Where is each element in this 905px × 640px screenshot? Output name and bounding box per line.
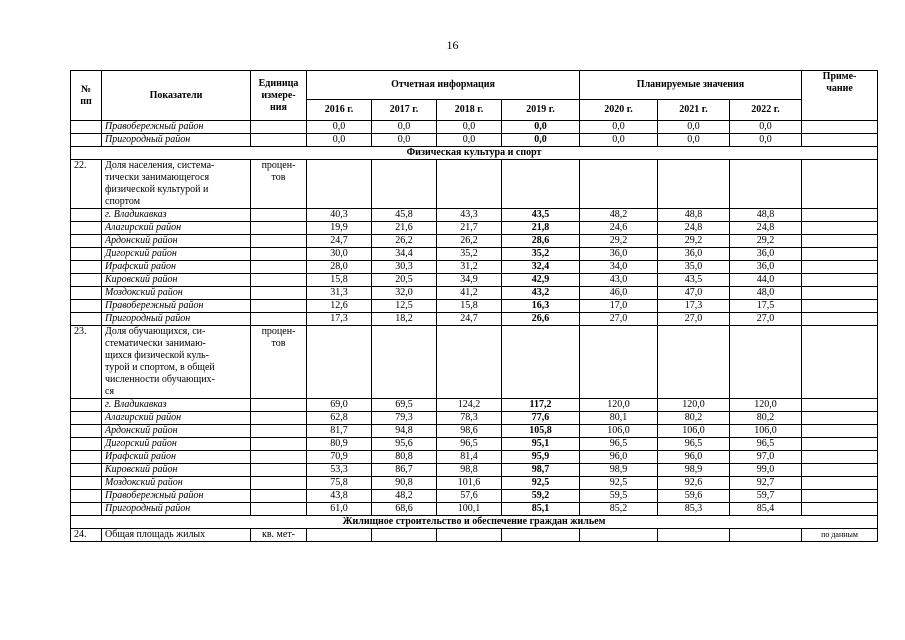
- unit-cell: [251, 222, 307, 235]
- note-cell: [802, 287, 878, 300]
- value-cell: [437, 529, 502, 542]
- note-cell: [802, 134, 878, 147]
- district-name: Пригородный район: [102, 313, 251, 326]
- value-cell: 45,8: [372, 209, 437, 222]
- district-name: г. Владикавказ: [102, 209, 251, 222]
- value-cell: [730, 326, 802, 399]
- section-row: [71, 516, 878, 529]
- district-row: [71, 503, 878, 516]
- district-row: [71, 209, 878, 222]
- value-cell: [658, 160, 730, 209]
- value-cell: 80,2: [730, 412, 802, 425]
- table-body: [71, 121, 878, 542]
- value-cell: 35,0: [658, 261, 730, 274]
- value-cell: 26,6: [502, 313, 580, 326]
- district-name: Моздокский район: [102, 287, 251, 300]
- district-row: [71, 248, 878, 261]
- value-cell: 69,0: [307, 399, 372, 412]
- value-cell: 34,4: [372, 248, 437, 261]
- note-cell: [802, 160, 878, 209]
- value-cell: 20,5: [372, 274, 437, 287]
- note-cell: [802, 300, 878, 313]
- value-cell: 81,4: [437, 451, 502, 464]
- note-cell: [802, 438, 878, 451]
- value-cell: 28,0: [307, 261, 372, 274]
- value-cell: 17,5: [730, 300, 802, 313]
- value-cell: 68,6: [372, 503, 437, 516]
- row-number-cell: [71, 399, 102, 412]
- header-no: № пп: [71, 71, 102, 121]
- district-name: Алагирский район: [102, 222, 251, 235]
- unit-cell: [251, 438, 307, 451]
- value-cell: 48,2: [372, 490, 437, 503]
- value-cell: [372, 529, 437, 542]
- indicator-name: Доля населения, система- тически занимающегося физической культурой и спортом: [102, 160, 251, 209]
- indicator-number: 24.: [71, 529, 102, 542]
- value-cell: 36,0: [658, 248, 730, 261]
- row-number-cell: [71, 464, 102, 477]
- year-header: 2016 г.: [307, 100, 372, 121]
- district-row: [71, 425, 878, 438]
- note-cell: [802, 464, 878, 477]
- value-cell: [658, 529, 730, 542]
- value-cell: 59,2: [502, 490, 580, 503]
- note-cell: [802, 209, 878, 222]
- district-row: [71, 451, 878, 464]
- district-row: [71, 134, 878, 147]
- value-cell: 31,3: [307, 287, 372, 300]
- value-cell: 100,1: [437, 503, 502, 516]
- value-cell: 41,2: [437, 287, 502, 300]
- year-header: 2022 г.: [730, 100, 802, 121]
- row-number-cell: [71, 274, 102, 287]
- indicator-row: [71, 326, 878, 399]
- value-cell: 21,7: [437, 222, 502, 235]
- value-cell: 15,8: [307, 274, 372, 287]
- value-cell: 80,8: [372, 451, 437, 464]
- value-cell: 27,0: [580, 313, 658, 326]
- unit-cell: [251, 300, 307, 313]
- value-cell: 24,7: [307, 235, 372, 248]
- value-cell: 120,0: [658, 399, 730, 412]
- value-cell: 34,9: [437, 274, 502, 287]
- value-cell: 85,4: [730, 503, 802, 516]
- note-cell: [802, 425, 878, 438]
- district-row: [71, 412, 878, 425]
- value-cell: 80,1: [580, 412, 658, 425]
- value-cell: 36,0: [730, 248, 802, 261]
- value-cell: 0,0: [658, 134, 730, 147]
- value-cell: 48,0: [730, 287, 802, 300]
- value-cell: 17,3: [658, 300, 730, 313]
- unit-cell: [251, 503, 307, 516]
- district-name: Дигорский район: [102, 438, 251, 451]
- header-indicator: Показатели: [102, 71, 251, 121]
- value-cell: [437, 160, 502, 209]
- value-cell: 43,0: [580, 274, 658, 287]
- note-cell: [802, 477, 878, 490]
- value-cell: 61,0: [307, 503, 372, 516]
- value-cell: 0,0: [580, 134, 658, 147]
- value-cell: 12,5: [372, 300, 437, 313]
- note-cell: [802, 399, 878, 412]
- value-cell: 29,2: [658, 235, 730, 248]
- indicators-table: [70, 70, 878, 542]
- value-cell: 59,7: [730, 490, 802, 503]
- value-cell: 53,3: [307, 464, 372, 477]
- value-cell: 40,3: [307, 209, 372, 222]
- value-cell: 17,0: [580, 300, 658, 313]
- value-cell: 98,6: [437, 425, 502, 438]
- value-cell: 12,6: [307, 300, 372, 313]
- row-number-cell: [71, 261, 102, 274]
- value-cell: 18,2: [372, 313, 437, 326]
- value-cell: 106,0: [580, 425, 658, 438]
- value-cell: 78,3: [437, 412, 502, 425]
- value-cell: 43,3: [437, 209, 502, 222]
- note-cell: [802, 503, 878, 516]
- value-cell: [580, 529, 658, 542]
- header-row-1: [71, 71, 878, 100]
- indicator-row: [71, 160, 878, 209]
- district-name: Правобережный район: [102, 490, 251, 503]
- value-cell: 98,8: [437, 464, 502, 477]
- unit-cell: [251, 209, 307, 222]
- value-cell: 35,2: [437, 248, 502, 261]
- value-cell: 106,0: [730, 425, 802, 438]
- value-cell: 43,8: [307, 490, 372, 503]
- value-cell: [437, 326, 502, 399]
- indicator-unit: кв. мет-: [251, 529, 307, 542]
- row-number-cell: [71, 121, 102, 134]
- unit-cell: [251, 274, 307, 287]
- unit-cell: [251, 261, 307, 274]
- value-cell: 21,6: [372, 222, 437, 235]
- value-cell: 75,8: [307, 477, 372, 490]
- value-cell: [580, 326, 658, 399]
- indicator-unit: процен- тов: [251, 326, 307, 399]
- value-cell: [372, 326, 437, 399]
- unit-cell: [251, 235, 307, 248]
- value-cell: 0,0: [307, 134, 372, 147]
- district-name: Пригородный район: [102, 134, 251, 147]
- value-cell: 96,5: [580, 438, 658, 451]
- value-cell: [730, 529, 802, 542]
- value-cell: 80,9: [307, 438, 372, 451]
- unit-cell: [251, 134, 307, 147]
- unit-cell: [251, 490, 307, 503]
- note-cell: [802, 222, 878, 235]
- unit-cell: [251, 464, 307, 477]
- unit-cell: [251, 121, 307, 134]
- district-row: [71, 235, 878, 248]
- value-cell: 32,0: [372, 287, 437, 300]
- value-cell: 0,0: [372, 134, 437, 147]
- value-cell: 92,5: [580, 477, 658, 490]
- value-cell: 36,0: [730, 261, 802, 274]
- value-cell: 124,2: [437, 399, 502, 412]
- district-name: Ардонский район: [102, 425, 251, 438]
- indicator-name: Общая площадь жилых: [102, 529, 251, 542]
- district-row: [71, 477, 878, 490]
- row-number-cell: [71, 134, 102, 147]
- value-cell: 95,6: [372, 438, 437, 451]
- value-cell: 95,1: [502, 438, 580, 451]
- value-cell: 120,0: [730, 399, 802, 412]
- value-cell: 120,0: [580, 399, 658, 412]
- district-name: Дигорский район: [102, 248, 251, 261]
- value-cell: 94,8: [372, 425, 437, 438]
- value-cell: 117,2: [502, 399, 580, 412]
- value-cell: 92,5: [502, 477, 580, 490]
- year-header: 2017 г.: [372, 100, 437, 121]
- district-name: Моздокский район: [102, 477, 251, 490]
- row-number-cell: [71, 438, 102, 451]
- row-number-cell: [71, 412, 102, 425]
- year-header: 2021 г.: [658, 100, 730, 121]
- district-row: [71, 438, 878, 451]
- value-cell: [658, 326, 730, 399]
- value-cell: 0,0: [502, 121, 580, 134]
- header-planned: Планируемые значения: [580, 71, 802, 100]
- value-cell: 0,0: [658, 121, 730, 134]
- value-cell: 36,0: [580, 248, 658, 261]
- value-cell: 27,0: [658, 313, 730, 326]
- district-name: Правобережный район: [102, 121, 251, 134]
- value-cell: 26,2: [372, 235, 437, 248]
- value-cell: 0,0: [437, 121, 502, 134]
- district-row: [71, 399, 878, 412]
- value-cell: 97,0: [730, 451, 802, 464]
- header-note: Приме- чание: [802, 71, 878, 121]
- value-cell: 106,0: [658, 425, 730, 438]
- indicator-number: 23.: [71, 326, 102, 399]
- value-cell: 0,0: [730, 134, 802, 147]
- year-header: 2018 г.: [437, 100, 502, 121]
- value-cell: 43,2: [502, 287, 580, 300]
- indicator-unit: процен- тов: [251, 160, 307, 209]
- value-cell: [307, 529, 372, 542]
- value-cell: 98,9: [658, 464, 730, 477]
- value-cell: 48,2: [580, 209, 658, 222]
- note-cell: [802, 274, 878, 287]
- value-cell: 48,8: [730, 209, 802, 222]
- value-cell: 96,5: [658, 438, 730, 451]
- row-number-cell: [71, 209, 102, 222]
- note-cell: [802, 451, 878, 464]
- district-name: Ирафский район: [102, 261, 251, 274]
- value-cell: 96,5: [437, 438, 502, 451]
- value-cell: [502, 326, 580, 399]
- value-cell: 43,5: [658, 274, 730, 287]
- value-cell: 81,7: [307, 425, 372, 438]
- row-number-cell: [71, 248, 102, 261]
- unit-cell: [251, 425, 307, 438]
- district-name: Кировский район: [102, 464, 251, 477]
- note-cell: [802, 313, 878, 326]
- value-cell: 101,6: [437, 477, 502, 490]
- row-number-cell: [71, 287, 102, 300]
- note-cell: [802, 261, 878, 274]
- value-cell: 98,7: [502, 464, 580, 477]
- row-number-cell: [71, 300, 102, 313]
- row-number-cell: [71, 222, 102, 235]
- value-cell: 35,2: [502, 248, 580, 261]
- unit-cell: [251, 287, 307, 300]
- value-cell: 80,2: [658, 412, 730, 425]
- value-cell: 0,0: [502, 134, 580, 147]
- value-cell: [580, 160, 658, 209]
- indicator-row: [71, 529, 878, 542]
- unit-cell: [251, 451, 307, 464]
- value-cell: 98,9: [580, 464, 658, 477]
- note-cell: по данным: [802, 529, 878, 542]
- value-cell: 34,0: [580, 261, 658, 274]
- value-cell: 0,0: [372, 121, 437, 134]
- section-title: Физическая культура и спорт: [71, 147, 878, 160]
- row-number-cell: [71, 477, 102, 490]
- indicator-name: Доля обучающихся, си- стематически занимаю- щихся физической куль- турой и спортом, в общей численности обучающих- ся: [102, 326, 251, 399]
- value-cell: 59,5: [580, 490, 658, 503]
- value-cell: 27,0: [730, 313, 802, 326]
- district-row: [71, 490, 878, 503]
- value-cell: 95,9: [502, 451, 580, 464]
- district-row: [71, 222, 878, 235]
- value-cell: 16,3: [502, 300, 580, 313]
- value-cell: 21,8: [502, 222, 580, 235]
- value-cell: 92,6: [658, 477, 730, 490]
- value-cell: 0,0: [437, 134, 502, 147]
- value-cell: [307, 326, 372, 399]
- value-cell: 0,0: [730, 121, 802, 134]
- value-cell: 29,2: [730, 235, 802, 248]
- row-number-cell: [71, 313, 102, 326]
- value-cell: 0,0: [580, 121, 658, 134]
- value-cell: 30,0: [307, 248, 372, 261]
- unit-cell: [251, 412, 307, 425]
- note-cell: [802, 412, 878, 425]
- value-cell: 24,8: [658, 222, 730, 235]
- value-cell: [730, 160, 802, 209]
- row-number-cell: [71, 503, 102, 516]
- note-cell: [802, 248, 878, 261]
- value-cell: 28,6: [502, 235, 580, 248]
- district-row: [71, 261, 878, 274]
- district-name: г. Владикавказ: [102, 399, 251, 412]
- value-cell: [372, 160, 437, 209]
- value-cell: 99,0: [730, 464, 802, 477]
- district-row: [71, 287, 878, 300]
- value-cell: 86,7: [372, 464, 437, 477]
- row-number-cell: [71, 425, 102, 438]
- value-cell: 69,5: [372, 399, 437, 412]
- district-row: [71, 274, 878, 287]
- value-cell: 96,0: [658, 451, 730, 464]
- value-cell: 17,3: [307, 313, 372, 326]
- value-cell: 46,0: [580, 287, 658, 300]
- value-cell: [307, 160, 372, 209]
- district-name: Ардонский район: [102, 235, 251, 248]
- value-cell: 70,9: [307, 451, 372, 464]
- value-cell: 30,3: [372, 261, 437, 274]
- unit-cell: [251, 399, 307, 412]
- year-header: 2019 г.: [502, 100, 580, 121]
- value-cell: 85,1: [502, 503, 580, 516]
- value-cell: 43,5: [502, 209, 580, 222]
- value-cell: 47,0: [658, 287, 730, 300]
- value-cell: 44,0: [730, 274, 802, 287]
- note-cell: [802, 235, 878, 248]
- district-row: [71, 464, 878, 477]
- value-cell: 32,4: [502, 261, 580, 274]
- section-row: [71, 147, 878, 160]
- value-cell: 85,2: [580, 503, 658, 516]
- value-cell: 57,6: [437, 490, 502, 503]
- row-number-cell: [71, 235, 102, 248]
- value-cell: 24,8: [730, 222, 802, 235]
- unit-cell: [251, 477, 307, 490]
- unit-cell: [251, 248, 307, 261]
- value-cell: 92,7: [730, 477, 802, 490]
- value-cell: 24,6: [580, 222, 658, 235]
- district-name: Алагирский район: [102, 412, 251, 425]
- year-header: 2020 г.: [580, 100, 658, 121]
- row-number-cell: [71, 451, 102, 464]
- value-cell: 79,3: [372, 412, 437, 425]
- district-name: Пригородный район: [102, 503, 251, 516]
- value-cell: 96,0: [580, 451, 658, 464]
- value-cell: 42,9: [502, 274, 580, 287]
- page-number: 16: [446, 38, 459, 52]
- value-cell: 62,8: [307, 412, 372, 425]
- value-cell: 48,8: [658, 209, 730, 222]
- value-cell: 15,8: [437, 300, 502, 313]
- district-name: Ирафский район: [102, 451, 251, 464]
- value-cell: 85,3: [658, 503, 730, 516]
- value-cell: [502, 529, 580, 542]
- value-cell: 19,9: [307, 222, 372, 235]
- note-cell: [802, 490, 878, 503]
- value-cell: 96,5: [730, 438, 802, 451]
- value-cell: 105,8: [502, 425, 580, 438]
- district-name: Кировский район: [102, 274, 251, 287]
- district-row: [71, 121, 878, 134]
- value-cell: 26,2: [437, 235, 502, 248]
- district-name: Правобережный район: [102, 300, 251, 313]
- header-reported: Отчетная информация: [307, 71, 580, 100]
- header-unit: Единица измере- ния: [251, 71, 307, 121]
- section-title: Жилищное строительство и обеспечение граждан жильем: [71, 516, 878, 529]
- unit-cell: [251, 313, 307, 326]
- value-cell: 59,6: [658, 490, 730, 503]
- value-cell: 29,2: [580, 235, 658, 248]
- value-cell: 24,7: [437, 313, 502, 326]
- note-cell: [802, 121, 878, 134]
- value-cell: 0,0: [307, 121, 372, 134]
- note-cell: [802, 326, 878, 399]
- value-cell: [502, 160, 580, 209]
- value-cell: 90,8: [372, 477, 437, 490]
- value-cell: 31,2: [437, 261, 502, 274]
- district-row: [71, 313, 878, 326]
- row-number-cell: [71, 490, 102, 503]
- value-cell: 77,6: [502, 412, 580, 425]
- district-row: [71, 300, 878, 313]
- indicator-number: 22.: [71, 160, 102, 209]
